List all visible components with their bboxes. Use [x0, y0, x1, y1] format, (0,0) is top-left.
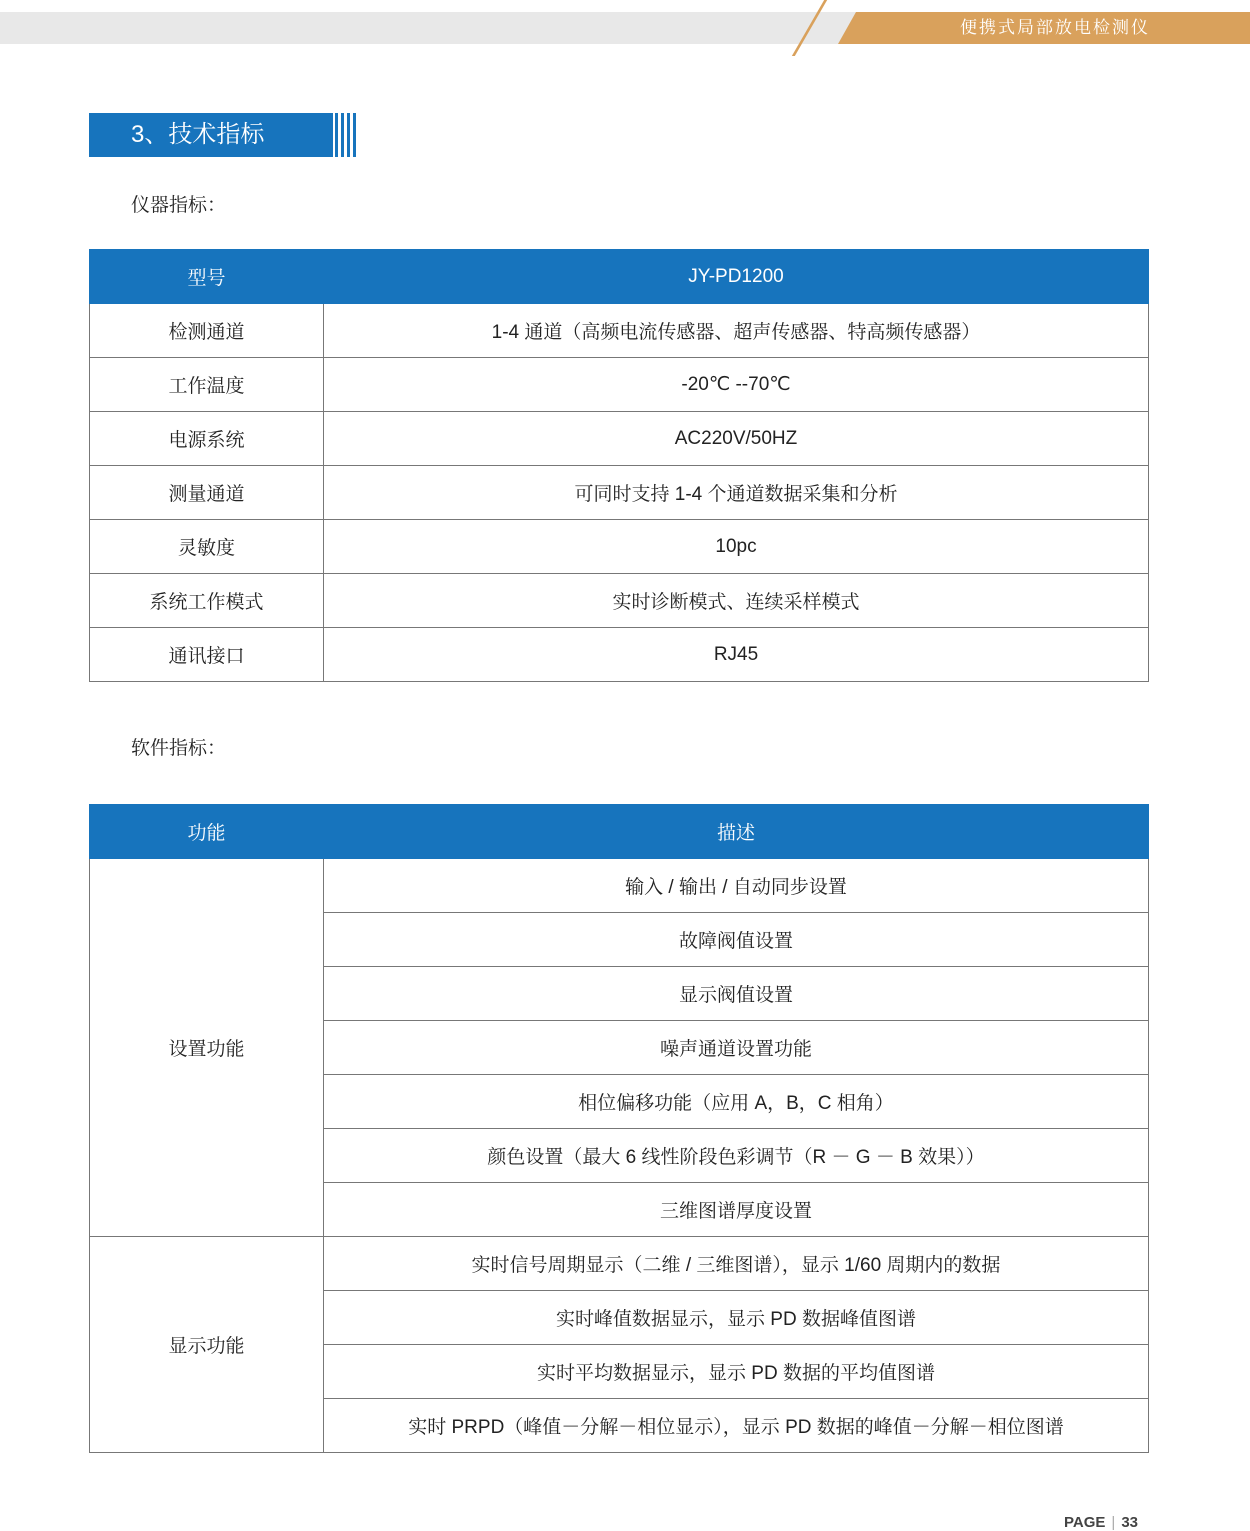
spec-value: 实时诊断模式、连续采样模式: [324, 574, 1149, 628]
function-description: 实时峰值数据显示，显示 PD 数据峰值图谱: [324, 1291, 1149, 1345]
function-description: 故障阀值设置: [324, 913, 1149, 967]
table-row: [90, 628, 1149, 682]
table-row: [90, 859, 1149, 913]
column-header: 型号: [90, 250, 324, 304]
section-title: 3、技术指标: [89, 113, 333, 157]
table-header-row: [90, 805, 1149, 859]
section-title-decoration: [335, 113, 356, 157]
spec-value: RJ45: [324, 628, 1149, 682]
spec-name: 测量通道: [90, 466, 324, 520]
table-row: [90, 358, 1149, 412]
function-description: 实时平均数据显示，显示 PD 数据的平均值图谱: [324, 1345, 1149, 1399]
function-description: 噪声通道设置功能: [324, 1021, 1149, 1075]
spec-name: 系统工作模式: [90, 574, 324, 628]
function-description: 显示阀值设置: [324, 967, 1149, 1021]
function-group-display: 显示功能: [90, 1237, 324, 1453]
table-row: [90, 1237, 1149, 1291]
spec-name: 电源系统: [90, 412, 324, 466]
page-separator: |: [1111, 1514, 1116, 1531]
function-description: 实时 PRPD（峰值－分解－相位显示），显示 PD 数据的峰值－分解－相位图谱: [324, 1399, 1149, 1453]
function-description: 相位偏移功能（应用 A，B，C 相角）: [324, 1075, 1149, 1129]
spec-value: 10pc: [324, 520, 1149, 574]
function-description: 颜色设置（最大 6 线性阶段色彩调节（R － G － B 效果））: [324, 1129, 1149, 1183]
page-number: [1064, 1514, 1138, 1531]
page-number-value: 33: [1121, 1514, 1138, 1531]
spec-value: AC220V/50HZ: [324, 412, 1149, 466]
spec-value: 1-4 通道（高频电流传感器、超声传感器、特高频传感器）: [324, 304, 1149, 358]
column-header: 功能: [90, 805, 324, 859]
table-row: [90, 574, 1149, 628]
function-group-settings: 设置功能: [90, 859, 324, 1237]
function-description: 输入 / 输出 / 自动同步设置: [324, 859, 1149, 913]
column-header: 描述: [324, 805, 1149, 859]
table-row: [90, 304, 1149, 358]
spec-value: 可同时支持 1-4 个通道数据采集和分析: [324, 466, 1149, 520]
page-label: PAGE: [1064, 1514, 1106, 1531]
spec-name: 工作温度: [90, 358, 324, 412]
table-row: [90, 520, 1149, 574]
instrument-spec-table: [89, 249, 1149, 682]
instrument-spec-label: 仪器指标：: [131, 195, 227, 216]
table-row: [90, 412, 1149, 466]
function-description: 实时信号周期显示（二维 / 三维图谱），显示 1/60 周期内的数据: [324, 1237, 1149, 1291]
spec-value: -20℃ --70℃: [324, 358, 1149, 412]
spec-name: 检测通道: [90, 304, 324, 358]
software-spec-table: [89, 804, 1149, 1453]
table-header-row: [90, 250, 1149, 304]
function-description: 三维图谱厚度设置: [324, 1183, 1149, 1237]
software-spec-label: 软件指标：: [131, 738, 227, 759]
document-title: 便携式局部放电检测仪: [960, 18, 1150, 37]
column-header: JY-PD1200: [324, 250, 1149, 304]
spec-name: 灵敏度: [90, 520, 324, 574]
spec-name: 通讯接口: [90, 628, 324, 682]
table-row: [90, 466, 1149, 520]
